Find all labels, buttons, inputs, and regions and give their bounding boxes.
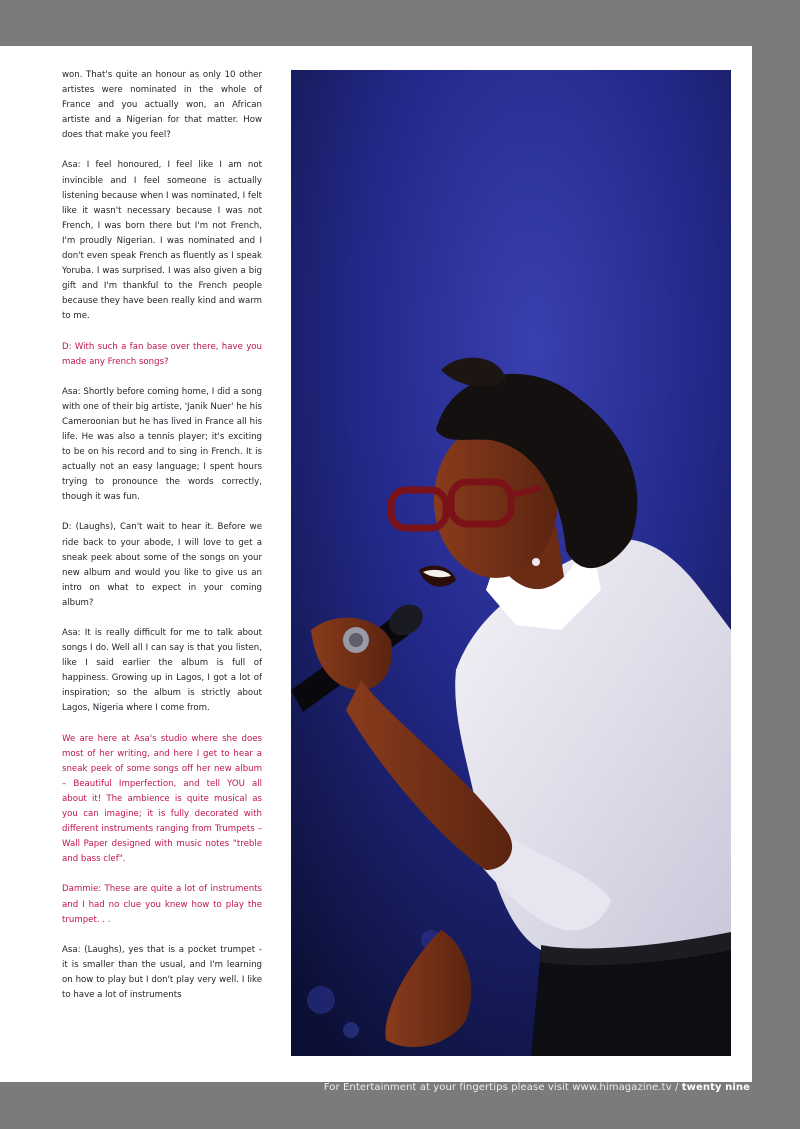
article-question: We are here at Asa's studio where she does most of her writing, and here I get to hear a sneak peek of some songs off her new album – Beautiful Imperfection, and tell YOU all about it! The ambience is quite musical as you can imagine; it is fully decorated with different instruments ranging from Trumpets – Wall Paper designed with music notes "treble and bass clef". bbox=[62, 733, 262, 865]
page-footer bbox=[0, 1082, 800, 1129]
article-question: D: With such a fan base over there, have you made any French songs? bbox=[62, 341, 262, 367]
article-paragraph: won. That's quite an honour as only 10 other artistes were nominated in the whole of France and you actually won, an African artiste and a Nigerian for that matter. How does that make you feel? bbox=[62, 70, 262, 141]
magazine-page bbox=[0, 46, 752, 1082]
footer-promo: For Entertainment at your fingertips please visit www.himagazine.tv / bbox=[323, 1082, 679, 1093]
footer-text bbox=[324, 1082, 750, 1093]
article-column bbox=[62, 68, 262, 1018]
article-paragraph: Asa: (Laughs), yes that is a pocket trumpet - it is smaller than the usual, and I'm learning on how to play but I don't play very well. I like to have a lot of instruments bbox=[62, 944, 262, 1000]
article-paragraph: Asa: I feel honoured, I feel like I am not invincible and I feel someone is actually listening because when I was nominated, I felt like it wasn't necessary because I was not French, I was born there but I'm not French, I'm proudly Nigerian. I was nominated and I don't even speak French as fluently as I speak Yoruba. I was surprised. I was also given a big gift and I'm thankful to the French people because they have been really kind and warm to me. bbox=[62, 160, 262, 322]
article-question: Dammie: These are quite a lot of instruments and I had no clue you knew how to play the trumpet. . . bbox=[62, 884, 262, 925]
article-paragraph: Asa: It is really difficult for me to talk about songs I do. Well all I can say is that you listen, like I said earlier the album is full of happiness. Growing up in Lagos, I got a lot of inspiration; so the album is strictly about Lagos, Nigeria where I come from. bbox=[62, 628, 262, 714]
singer-photo bbox=[291, 70, 731, 1056]
article-paragraph: Asa: Shortly before coming home, I did a song with one of their big artiste, 'Janik Nuer' he his Cameroonian but he has lived in France all his life. He was also a tennis player; it's exciting to be on his record and to sing in French. It is actually not an easy language; I spent hours trying to pronounce the words correctly, though it was fun. bbox=[62, 386, 262, 503]
singer-illustration bbox=[291, 70, 731, 1056]
page-number: twenty nine bbox=[681, 1082, 750, 1093]
article-paragraph: D: (Laughs), Can't wait to hear it. Before we ride back to your abode, I will love to get a sneak peek about some of the songs on your new album and would you like to give us an intro on what to expect in your coming album? bbox=[62, 522, 262, 608]
